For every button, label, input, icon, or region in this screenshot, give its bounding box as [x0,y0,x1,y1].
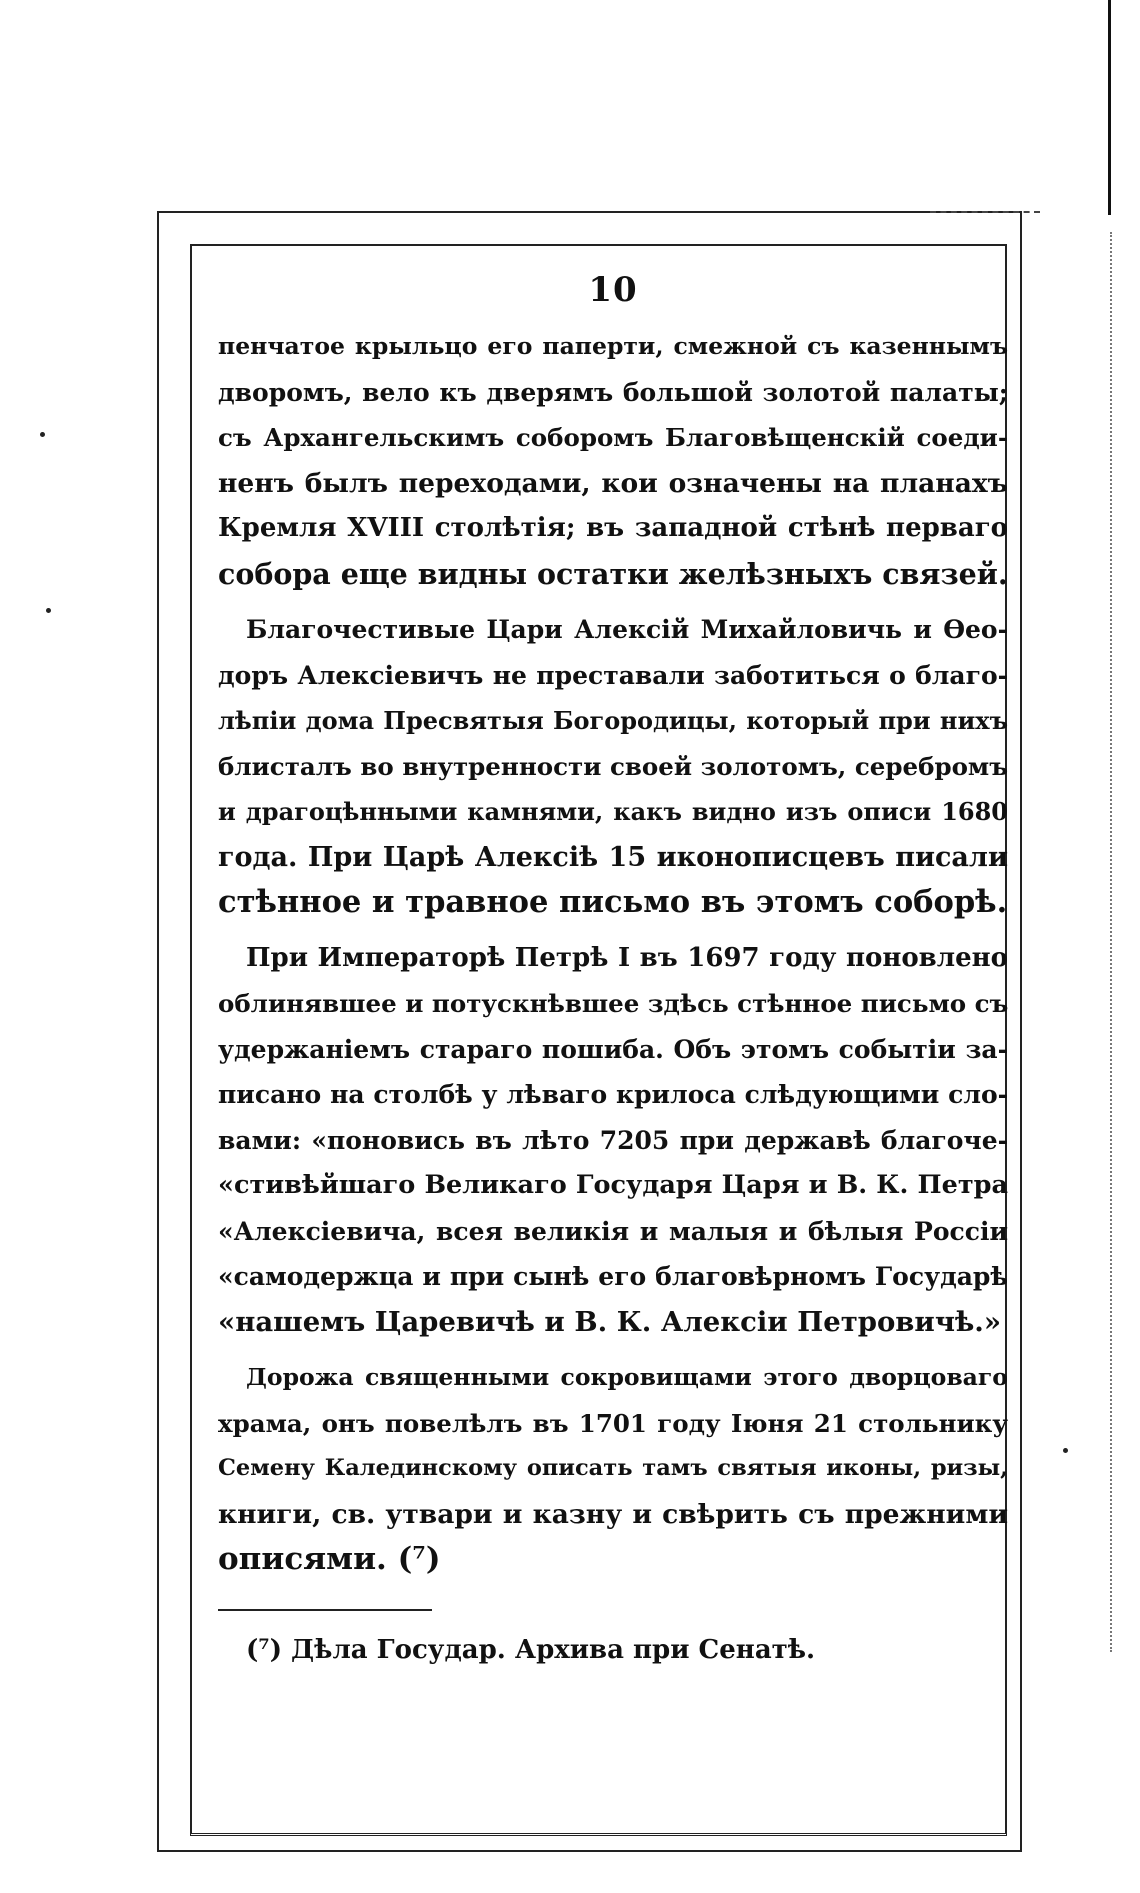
print-speck [46,608,51,613]
text-line: стѣнное и травное письмо въ этомъ соборѣ. [218,884,1008,920]
text-line: писано на столбѣ у лѣваго крилоса слѣдующими сло- [218,1080,1008,1109]
text-line: блисталъ во внутренности своей золотомъ, серебромъ [218,751,1008,781]
text-line: лѣпіи дома Пресвятыя Богородицы, который при нихъ [218,706,1008,735]
text-line: «нашемъ Царевичѣ и В. К. Алексіи Петровичѣ.» [218,1305,1002,1338]
text-line: и драгоцѣнными камнями, какъ видно изъ описи 1680 [218,797,1008,826]
text-line: Кремля XVIII столѣтія; въ западной стѣнѣ перваго [218,513,1008,543]
text-line: вами: «поновись въ лѣто 7205 при державѣ благоче- [218,1125,1008,1155]
text-line: Дорожа священными сокровищами этого дворцоваго [246,1363,1008,1391]
paragraph-2 [218,607,1008,926]
right-edge-dotted-rule [1110,232,1114,1652]
text-line: пенчатое крыльцо его паперти, смежной съ казеннымъ [218,332,1008,360]
text-line: книги, св. утвари и казну и свѣрить съ прежними [218,1498,1008,1530]
page-content [218,270,1008,1665]
print-speck [40,432,45,437]
text-line: съ Архангельскимъ соборомъ Благовѣщенскій соеди- [218,423,1008,452]
right-edge-rule [1108,0,1111,215]
text-line: облинявшее и потускнѣвшее здѣсь стѣнное письмо съ [218,989,1009,1018]
paragraph-4 [218,1355,1008,1583]
text-line: Семену Калединскому описать тамъ святыя иконы, ризы, [218,1455,1008,1481]
footnote: (⁷) Дѣла Государ. Архива при Сенатѣ. [246,1634,816,1665]
print-speck [1063,1448,1068,1453]
text-line: года. При Царѣ Алексіѣ 15 иконописцевъ писали [218,841,1008,873]
paragraph-1 [218,324,1008,597]
page-number: 10 [588,270,638,310]
text-line: описями. (⁷) [218,1541,441,1577]
text-line: доръ Алексіевичъ не преставали заботиться о благо- [218,660,1008,690]
text-line: «Алексіевича, всея великія и малыя и бѣлыя Россіи [218,1216,1008,1246]
text-line: «самодержца и при сынѣ его благовѣрномъ Государѣ [218,1262,1008,1291]
text-line: Благочестивые Цари Алексій Михайловичь и Ѳео- [246,615,1008,644]
text-line: дворомъ, вело къ дверямъ большой золотой палаты; [218,377,1008,407]
text-line: собора еще видны остатки желѣзныхъ связей. [218,556,1008,591]
text-line: ненъ былъ переходами, кои означены на планахъ [218,467,1008,499]
text-line: храма, онъ повелѣлъ въ 1701 году Іюня 21 стольнику [218,1408,1008,1438]
text-line: удержаніемъ стараго пошиба. Объ этомъ событіи за- [218,1034,1008,1064]
footnote-divider [218,1609,432,1611]
text-line: При Императорѣ Петрѣ I въ 1697 году поновлено [246,942,1008,973]
text-line: «стивѣйшаго Великаго Государя Царя и В. К. Петра [218,1170,1008,1200]
frame-dashed-edge [930,211,1040,213]
paragraph-3 [218,936,1008,1346]
